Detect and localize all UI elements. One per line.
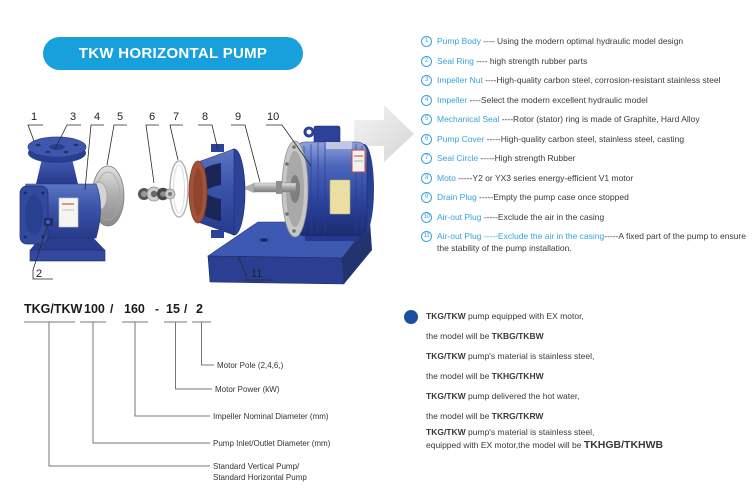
part-number-2: 2 bbox=[36, 268, 43, 280]
variant-condition-text: pump's material is stainless steel, bbox=[465, 427, 595, 437]
model-code-lines bbox=[24, 322, 214, 466]
part-number-10: 10 bbox=[267, 111, 280, 123]
label-impeller-diameter: Impeller Nominal Diameter (mm) bbox=[213, 412, 329, 421]
model-variants bbox=[426, 306, 754, 452]
part-number-5: 5 bbox=[117, 111, 124, 123]
part-description: -----Exclude the air in the casing bbox=[481, 211, 605, 222]
parts-list bbox=[421, 35, 755, 262]
part-number-9: 9 bbox=[235, 111, 242, 123]
parts-list-item bbox=[421, 191, 755, 203]
part-name: Seal Ring bbox=[437, 55, 474, 66]
model-code-inlet: 100 bbox=[84, 302, 105, 316]
parts-list-item bbox=[421, 211, 755, 223]
label-standard-horizontal-pump: Standard Horizontal Pump bbox=[213, 473, 307, 482]
variant-model-code: TKBG/TKBW bbox=[491, 331, 544, 341]
variant-condition bbox=[426, 346, 754, 366]
part-description: ----Rotor (stator) ring is made of Graphite, Hard Alloy bbox=[499, 114, 700, 124]
seal-circle-art bbox=[170, 161, 188, 217]
parts-list-item bbox=[421, 230, 755, 254]
item-number-badge: 11 bbox=[421, 231, 432, 242]
pump-cover-art bbox=[189, 144, 245, 238]
variant-result-text: the model will be bbox=[426, 371, 492, 381]
parts-list-item bbox=[421, 74, 755, 86]
part-name: Impeller Nut bbox=[437, 75, 483, 85]
bullet-dot-icon bbox=[404, 310, 418, 324]
part-name: Seal Circle bbox=[437, 153, 479, 163]
item-number-badge: 2 bbox=[421, 56, 432, 67]
label-inlet-outlet-diameter: Pump Inlet/Outlet Diameter (mm) bbox=[213, 439, 331, 448]
item-number-badge: 9 bbox=[421, 192, 432, 203]
part-description: ---- high strength rubber parts bbox=[473, 55, 588, 66]
item-number-badge: 1 bbox=[421, 36, 432, 47]
part-name: Air-out Plug bbox=[437, 231, 482, 241]
variant-result bbox=[426, 326, 754, 346]
item-number-badge: 5 bbox=[421, 114, 432, 125]
part-description: -----High strength Rubber bbox=[478, 153, 576, 163]
variant-model-code: TKHGB/TKHWB bbox=[583, 439, 664, 451]
part-description: ----Select the modern excellent hydraulic model bbox=[467, 94, 648, 105]
model-code-labels bbox=[213, 361, 331, 482]
variant-condition bbox=[426, 386, 754, 406]
part-number-1: 1 bbox=[31, 111, 38, 123]
variant-series: TKG/TKW bbox=[426, 391, 466, 401]
mechanical-seal-art bbox=[138, 187, 175, 201]
item-number-badge: 4 bbox=[421, 95, 432, 106]
parts-list-item bbox=[421, 172, 755, 184]
part-name: Pump Body bbox=[437, 36, 481, 46]
label-motor-pole: Motor Pole (2,4,6,) bbox=[217, 361, 284, 370]
parts-list-item bbox=[421, 113, 755, 125]
model-code-text bbox=[24, 302, 203, 316]
part-description: -----Y2 or YX3 series energy-efficient V1 motor bbox=[455, 172, 634, 183]
parts-list-item bbox=[421, 133, 755, 145]
model-code-series: TKG/TKW bbox=[24, 302, 83, 316]
part-description: ----High-quality carbon steel, corrosion-resistant stainless steel bbox=[482, 75, 721, 85]
item-number-badge: 6 bbox=[421, 134, 432, 145]
variant-model-code: TKRG/TKRW bbox=[491, 411, 544, 421]
variant-result bbox=[426, 439, 754, 452]
part-number-7: 7 bbox=[173, 111, 180, 123]
part-name: Moto bbox=[437, 172, 456, 183]
page-title: TKW HORIZONTAL PUMP bbox=[78, 45, 268, 62]
parts-list-item bbox=[421, 55, 755, 67]
parts-list-item bbox=[421, 35, 755, 47]
item-number-badge: 7 bbox=[421, 153, 432, 164]
variant-result bbox=[426, 406, 754, 426]
part-number-3: 3 bbox=[70, 111, 77, 123]
part-number-8: 8 bbox=[202, 111, 209, 123]
pump-exploded-diagram bbox=[8, 98, 420, 296]
part-description: -----A fixed part of the pump to ensure the stability of the pump installation. bbox=[437, 231, 746, 253]
variant-series: TKG/TKW bbox=[426, 351, 466, 361]
variant-result-text: equipped with EX motor,the model will be bbox=[426, 440, 584, 450]
part-number-4: 4 bbox=[94, 111, 101, 123]
variant-result bbox=[426, 366, 754, 386]
parts-list-item bbox=[421, 94, 755, 106]
item-number-badge: 10 bbox=[421, 212, 432, 223]
variant-model-code: TKHG/TKHW bbox=[491, 371, 544, 381]
item-number-badge: 8 bbox=[421, 173, 432, 184]
parts-list-item bbox=[421, 152, 755, 164]
variant-condition-text: pump's material is stainless steel, bbox=[465, 351, 595, 361]
shaft-art bbox=[242, 181, 296, 194]
part-name: Pump Cover bbox=[437, 133, 485, 144]
pump-body-art bbox=[20, 137, 105, 261]
part-description: -----Empty the pump case once stopped bbox=[476, 192, 629, 202]
part-name: Air-out Plug bbox=[437, 211, 482, 222]
variant-result-text: the model will be bbox=[426, 331, 492, 341]
model-code-power: 15 bbox=[166, 302, 180, 316]
part-number-11: 11 bbox=[251, 268, 263, 280]
variant-series: TKG/TKW bbox=[426, 311, 466, 321]
label-standard-vertical-pump: Standard Vertical Pump/ bbox=[213, 462, 300, 471]
model-code-sep1: / bbox=[110, 302, 114, 316]
variant-condition-text: pump delivered the hot water, bbox=[465, 391, 580, 401]
part-name: Mechanical Seal bbox=[437, 114, 500, 124]
part-description: -----High-quality carbon steel, stainless steel, casting bbox=[484, 133, 685, 144]
model-code-pole: 2 bbox=[196, 302, 203, 316]
variant-result-text: the model will be bbox=[426, 411, 492, 421]
part-number-6: 6 bbox=[149, 111, 156, 123]
part-name-extension: -----Exclude the air in the casing bbox=[481, 231, 605, 241]
variant-series: TKG/TKW bbox=[426, 427, 466, 437]
model-code-sep2: - bbox=[155, 302, 159, 316]
part-name: Drain Plug bbox=[437, 192, 477, 202]
variant-condition bbox=[426, 306, 754, 326]
part-description: ---- Using the modern optimal hydraulic model design bbox=[480, 36, 684, 46]
model-code-sep3: / bbox=[184, 302, 188, 316]
model-code-impeller: 160 bbox=[124, 302, 145, 316]
item-number-badge: 3 bbox=[421, 75, 432, 86]
variant-condition bbox=[426, 426, 754, 439]
title-banner bbox=[43, 37, 303, 70]
part-name: Impeller bbox=[437, 94, 468, 105]
model-code-diagram bbox=[18, 296, 358, 496]
label-motor-power: Motor Power (kW) bbox=[215, 385, 280, 394]
variant-condition-text: pump equipped with EX motor, bbox=[465, 311, 584, 321]
